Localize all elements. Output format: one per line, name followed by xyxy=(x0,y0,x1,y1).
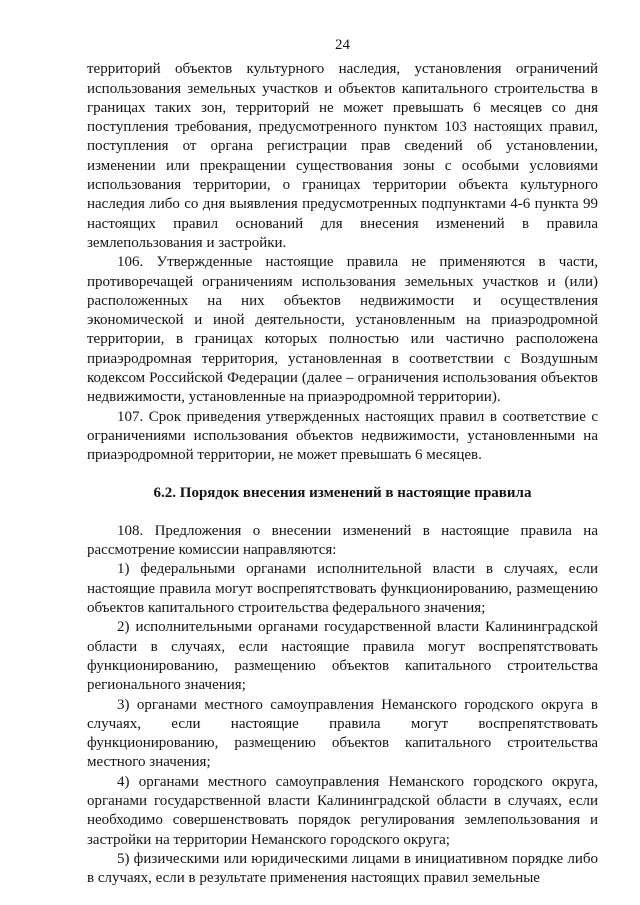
list-item-1: 1) федеральными органами исполнительной власти в случаях, если настоящие правила могут воспрепятствовать функционированию, размещению объектов капитального строительства федерального значения; xyxy=(87,561,598,617)
paragraph-continuation: территорий объектов культурного наследия, установления ограничений использования земельных участков и объектов капитального строительства в границах таких зон, территорий не может превышать 6 месяцев со дня поступления требования, предусмотренного пунктом 103 настоящих правил, поступления от органа регистрации прав сведений об установлении, изменении или прекращении существования зоны с особыми условиями использования территории, о границах территории объекта культурного наследия либо со дня выявления предусмотренных подпунктами 4-6 пункта 99 настоящих правил оснований для внесения изменений в правила землепользования и застройки. xyxy=(87,61,598,251)
list-item-4: 4) органами местного самоуправления Неманского городского округа, органами государственной власти Калининградской области в случаях, если необходимо совершенствовать порядок регулирования землепользования и застройки на территории Неманского городского округа; xyxy=(87,773,598,848)
list-item-3: 3) органами местного самоуправления Неманского городского округа в случаях, если настоящие правила могут воспрепятствовать функционированию, размещению объектов капитального строительства местного значения; xyxy=(87,696,598,771)
section-heading: 6.2. Порядок внесения изменений в настоящие правила xyxy=(153,484,532,501)
paragraph-107: 107. Срок приведения утвержденных настоящих правил в соответствие с ограничениями использования объектов недвижимости, установленными на приаэродромной территории, не может превышать 6 месяцев. xyxy=(87,408,598,464)
list-item-5: 5) физическими или юридическими лицами в инициативном порядке либо в случаях, если в результате применения настоящих правил земельные xyxy=(87,850,598,887)
list-item-2: 2) исполнительными органами государственной власти Калининградской области в случаях, если настоящие правила могут воспрепятствовать функционированию, размещению объектов капитального строительства регионального значения; xyxy=(87,619,598,694)
page-number: 24 xyxy=(335,37,350,53)
paragraph-108: 108. Предложения о внесении изменений в настоящие правила на рассмотрение комиссии направляются: xyxy=(87,522,598,559)
paragraph-106: 106. Утвержденные настоящие правила не применяются в части, противоречащей ограничениям использования земельных участков и (или) расположенных на них объектов недвижимости и осуществления экономической и иной деятельности, установленным на приаэродромной территории, в границах которых полностью или частично расположена приаэродромная территория, установленная в соответствии с Воздушным кодексом Российской Федерации (далее – ограничения использования объектов недвижимости, установленные на приаэродромной территории). xyxy=(87,254,598,406)
